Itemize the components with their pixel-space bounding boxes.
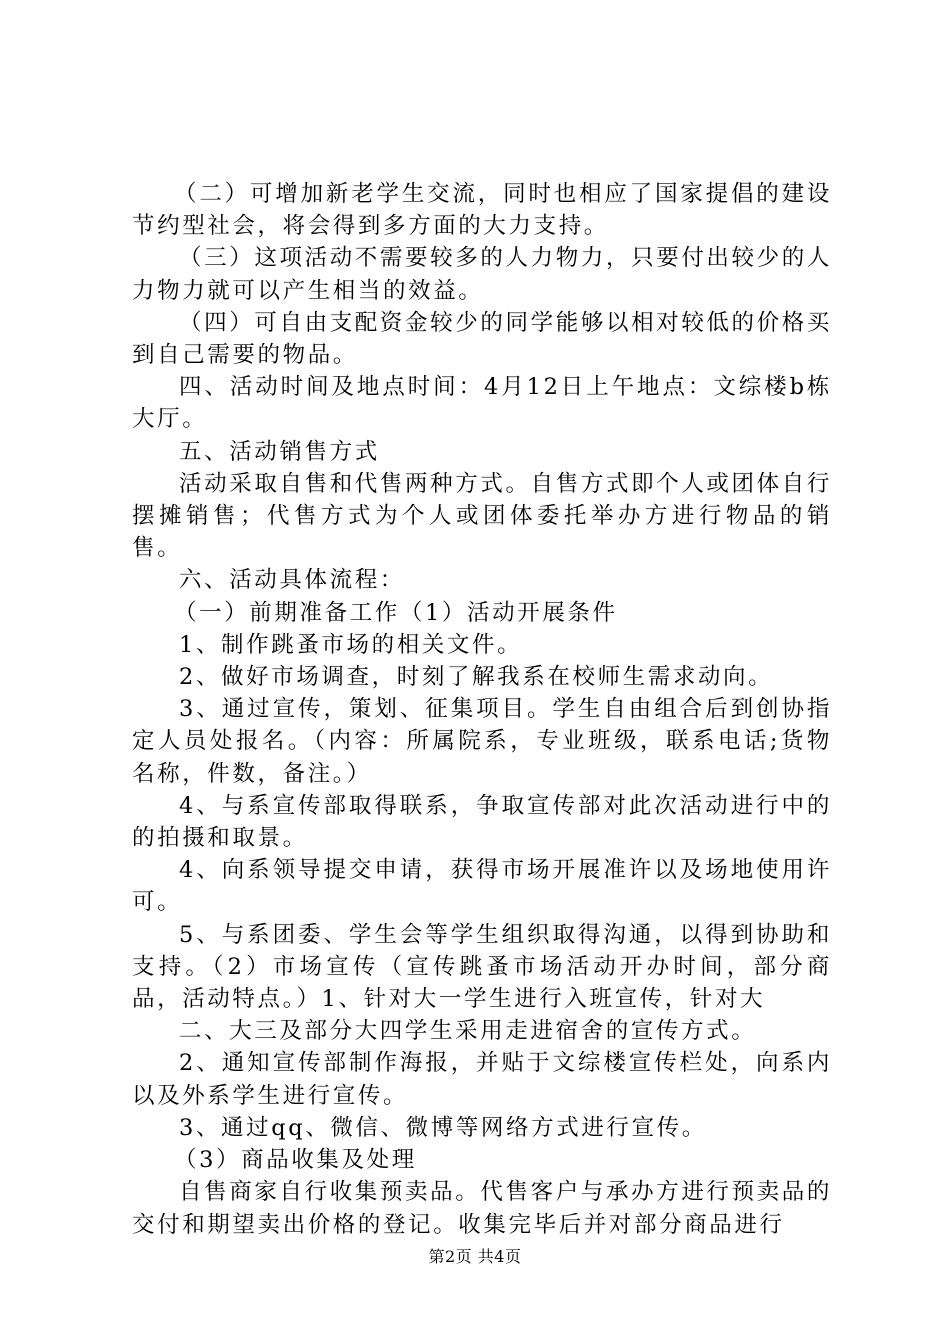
page-number-footer: 第2页 共4页 xyxy=(428,1247,522,1266)
subheading-goods-collection: （3）商品收集及处理 xyxy=(174,1147,417,1174)
list-item-2: 2、做好市场调查，时刻了解我系在校师生需求动向。 xyxy=(179,664,774,691)
paragraph-advantage-4: （四）可自由支配资金较少的同学能够以相对较低的价格买到自己需要的物品。 xyxy=(132,309,832,369)
list-item-3: 3、通过宣传，策划、征集项目。学生自由组合后到创协指定人员处报名。（内容：所属院系，专业班级，联系电话;货物名称，件数，备注。） xyxy=(132,696,832,787)
list-item-poster: 2、通知宣传部制作海报，并贴于文综楼宣传栏处，向系内以及外系学生进行宣传。 xyxy=(132,1050,832,1109)
paragraph-goods-collection: 自售商家自行收集预卖品。代售客户与承办方进行预卖品的交付和期望卖出价格的登记。收集完毕后并对部分商品进行 xyxy=(132,1179,832,1238)
paragraph-advantage-3: （三）这项活动不需要较多的人力物力，只要付出较少的人力物力就可以产生相当的效益。 xyxy=(132,245,832,304)
list-item-5: 5、与系团委、学生会等学生组织取得沟通，以得到协助和支持。（2）市场宣传（宣传跳蚤市场活动开办时间，部分商品，活动特点。）1、针对大一学生进行入班宣传，针对大 xyxy=(132,921,832,1013)
paragraph-dorm-promotion: 二、大三及部分大四学生采用走进宿舍的宣传方式。 xyxy=(179,1018,757,1045)
section-heading-time-location: 四、活动时间及地点时间：4月12日上午地点：文综楼b栋大厅。 xyxy=(132,374,832,433)
list-item-4b: 4、向系领导提交申请，获得市场开展准许以及场地使用许可。 xyxy=(132,857,832,916)
paragraph-advantage-2: （二）可增加新老学生交流，同时也相应了国家提倡的建设节约型社会，将会得到多方面的大力支持。 xyxy=(132,181,832,240)
section-heading-sales-method: 五、活动销售方式 xyxy=(179,438,380,465)
paragraph-sales-method: 活动采取自售和代售两种方式。自售方式即个人或团体自行摆摊销售；代售方式为个人或团体委托举办方进行物品的销售。 xyxy=(132,470,832,562)
section-heading-process: 六、活动具体流程： xyxy=(179,567,405,594)
list-item-online: 3、通过qq、微信、微博等网络方式进行宣传。 xyxy=(179,1114,707,1141)
document-body xyxy=(132,178,832,1241)
subheading-preparation: （一）前期准备工作（1）活动开展条件 xyxy=(174,599,618,626)
list-item-1: 1、制作跳蚤市场的相关文件。 xyxy=(179,631,523,658)
list-item-4a: 4、与系宣传部取得联系，争取宣传部对此次活动进行中的的拍摄和取景。 xyxy=(132,792,832,852)
